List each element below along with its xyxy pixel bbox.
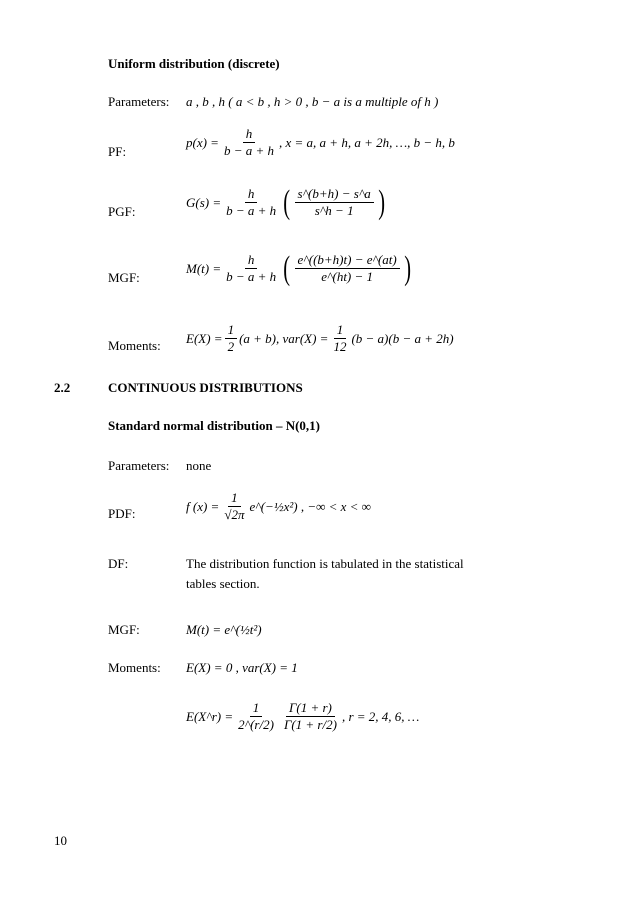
uniform-pgf-label: PGF: [108,204,136,219]
mom-e-rhs: (a + b), var(X) = [239,330,329,346]
mgf-lhs: M(t) = [186,260,222,276]
pdf-den: √2π [224,507,245,522]
mgf-num: h [245,252,258,269]
normal-df-text-1: The distribution function is tabulated in the statistical [186,556,464,571]
mom-r-gamma-den: Γ(1 + r/2) [283,717,337,732]
uniform-heading: Uniform distribution (discrete) [108,56,280,71]
mom-v-den: 12 [333,339,347,354]
pf-rhs: , x = a, a + h, a + 2h, …, b − h, b [279,134,455,150]
uniform-pgf-formula [186,183,387,221]
uniform-mgf-formula [186,249,413,287]
section-number: 2.2 [54,380,71,395]
pgf-open-paren: ( [283,183,291,221]
normal-mgf-label: MGF: [108,622,140,637]
pdf-lhs: f (x) = [186,498,220,514]
normal-raw-moments-formula [186,700,419,733]
mgf-inner-fraction [295,252,400,285]
pf-fraction [221,126,277,159]
page-number: 10 [54,833,67,848]
uniform-mgf-label: MGF: [108,270,140,285]
mgf-close-paren: ) [404,249,411,287]
normal-moments-label: Moments: [108,660,161,675]
mom-e-lhs: E(X) = [186,330,223,346]
uniform-params-text: a , b , h ( a < b , h > 0 , b − a is a multiple of h ) [186,94,439,109]
normal-moments-text: E(X) = 0 , var(X) = 1 [186,660,298,675]
mom-v-fraction [330,322,349,355]
normal-pdf-label: PDF: [108,506,136,521]
pgf-close-paren: ) [378,183,385,221]
uniform-params-label: Parameters: [108,94,170,109]
pgf-fraction [223,186,279,219]
mom-r-fraction [235,700,277,733]
mom-r-den: 2^(r/2) [238,717,274,732]
pgf-inner-den: s^h − 1 [314,203,354,218]
pdf-num: 1 [228,490,241,507]
mom-v-rhs: (b − a)(b − a + 2h) [351,330,454,346]
pf-lhs: p(x) = [186,134,219,150]
mgf-inner-den: e^(ht) − 1 [321,269,374,284]
mom-r-lhs: E(X^r) = [186,708,234,724]
mgf-inner-num: e^((b+h)t) − e^(at) [295,252,400,269]
normal-params-label: Parameters: [108,458,170,473]
mom-r-gamma-fraction [281,700,340,733]
uniform-moments-label: Moments: [108,338,161,353]
pgf-lhs: G(s) = [186,194,222,210]
pgf-inner-fraction [295,186,374,219]
mom-e-fraction [225,322,238,355]
pgf-den: b − a + h [226,203,277,218]
pdf-rhs: e^(−½x²) , −∞ < x < ∞ [249,498,371,514]
mom-r-num: 1 [250,700,263,717]
mom-v-num: 1 [334,322,347,339]
mgf-fraction [223,252,279,285]
normal-df-label: DF: [108,556,129,571]
uniform-pf-label: PF: [108,144,127,159]
pf-num: h [243,126,256,143]
mom-e-num: 1 [225,322,238,339]
mgf-open-paren: ( [283,249,291,287]
normal-mgf-text: M(t) = e^(½t²) [186,622,262,637]
uniform-pf-formula [186,126,455,159]
uniform-moments-formula [186,322,454,355]
mom-e-den: 2 [227,339,235,354]
pgf-num: h [245,186,258,203]
section-title: CONTINUOUS DISTRIBUTIONS [108,380,303,395]
mom-r-rhs: , r = 2, 4, 6, … [341,708,420,724]
pdf-fraction [221,490,247,523]
normal-pdf-formula [186,490,371,523]
mom-r-gamma-num: Γ(1 + r) [286,700,335,717]
pgf-inner-num: s^(b+h) − s^a [295,186,374,203]
mgf-den: b − a + h [226,269,277,284]
normal-params-text: none [186,458,212,473]
normal-heading: Standard normal distribution – N(0,1) [108,418,320,433]
pf-den: b − a + h [223,143,274,158]
normal-df-text-2: tables section. [186,576,260,591]
